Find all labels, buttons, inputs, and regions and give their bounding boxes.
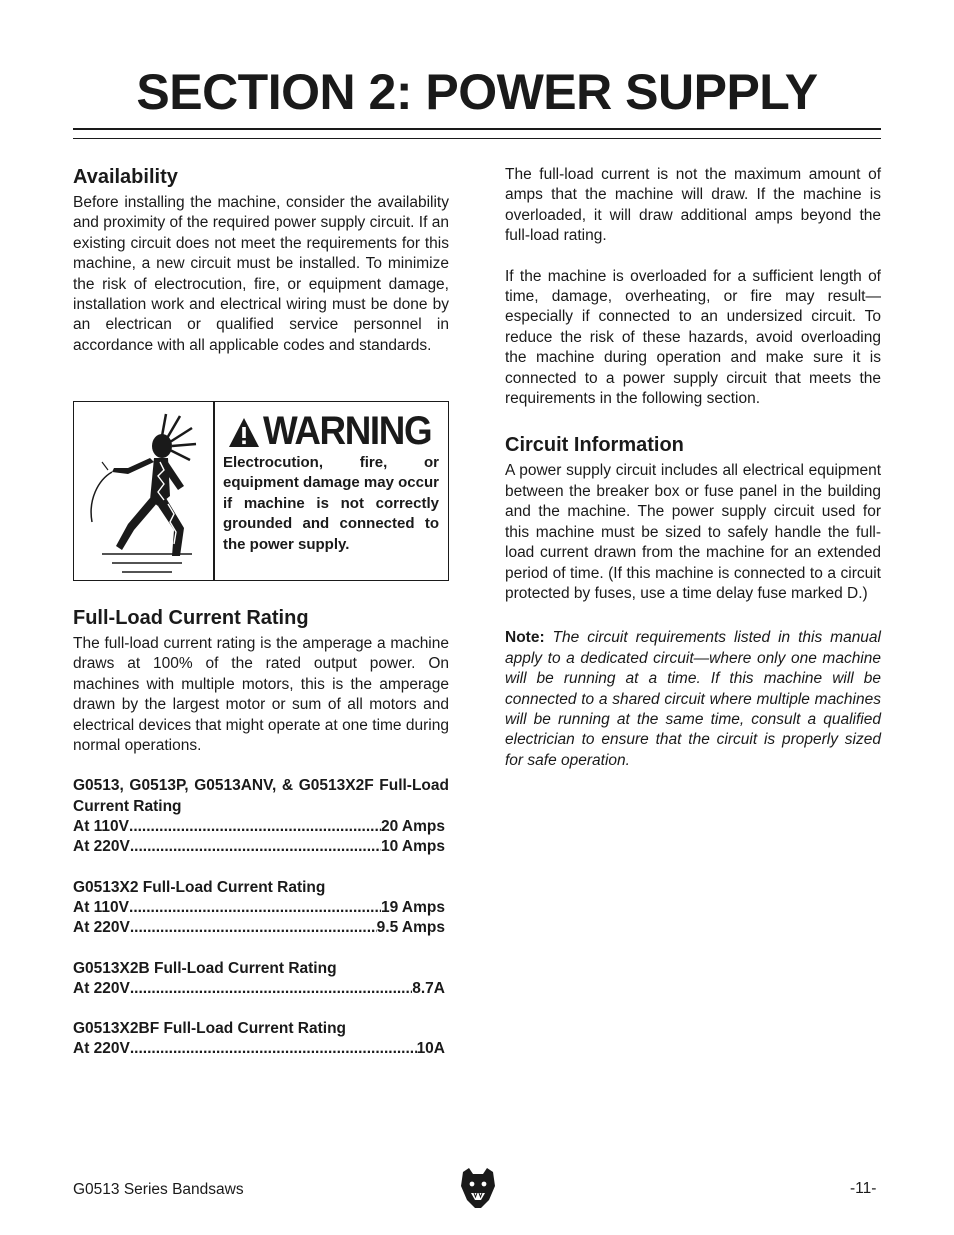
availability-heading: Availability bbox=[73, 166, 178, 188]
rating-block bbox=[73, 1019, 449, 1060]
page-title: SECTION 2: POWER SUPPLY bbox=[136, 64, 818, 120]
rating-label: At 110V bbox=[73, 898, 130, 916]
rating-row bbox=[73, 1039, 445, 1059]
rating-value: 8.7A bbox=[412, 979, 445, 997]
rating-value: 10 Amps bbox=[380, 838, 445, 856]
rating-label: At 110V bbox=[73, 818, 130, 836]
full-load-explanation: The full-load current is not the maximum amount of amps that the machine will draw. If the machine is overloaded, it will draw additional amps beyond the full-load rating. bbox=[505, 166, 881, 245]
availability-section bbox=[73, 165, 449, 356]
rating-model: G0513X2 Full-Load Current Rating bbox=[73, 878, 326, 896]
rating-value: 10A bbox=[416, 1040, 445, 1058]
note-text: The circuit requirements listed in this manual apply to a dedicated circuit—where only one machine will be running at a time. If this machine will be connected to a shared circuit where multiple machines will be running at the same time, consult a qualified electrician to ensure that the circuit is properly sized for safe operation. bbox=[505, 629, 881, 769]
availability-body: Before installing the machine, consider the availability and proximity of the required power supply circuit. If an existing circuit does not meet the requirements for this machine, a new circuit must be installed. To minimize the risk of electrocution, fire, or equipment damage, installation work and electrical wiring must be done by an electrican or qualified service personnel in accordance with all applicable codes and standards. bbox=[73, 194, 449, 354]
rating-row bbox=[73, 898, 445, 918]
rating-block bbox=[73, 776, 449, 857]
rating-block bbox=[73, 959, 449, 1000]
warning-divider bbox=[213, 402, 215, 580]
note-label: Note: bbox=[505, 629, 545, 647]
circuit-information-heading: Circuit Information bbox=[505, 434, 684, 457]
bear-logo-icon bbox=[459, 1166, 497, 1210]
warning-box bbox=[73, 401, 449, 581]
rating-label: At 220V bbox=[73, 838, 130, 856]
electrocution-icon bbox=[88, 410, 206, 574]
rating-label: At 220V bbox=[73, 1040, 130, 1058]
warning-header bbox=[227, 410, 442, 454]
rating-model: G0513X2B Full-Load Current Rating bbox=[73, 959, 337, 977]
warning-word: WARNING bbox=[263, 409, 432, 453]
rating-value: 19 Amps bbox=[380, 898, 445, 916]
warning-text: Electrocution, fire, or equipment damage may occur if machine is not correctly grounded and connected to the power supply. bbox=[223, 454, 439, 553]
page-number: -11- bbox=[850, 1180, 877, 1197]
rating-row bbox=[73, 979, 445, 999]
full-load-body: The full-load current rating is the amperage a machine draws at 100% of the rated output power. On machines with multiple motors, this is the amperage drawn by the largest motor or sum of all motors and electrical devices that might operate at one time during normal operations. bbox=[73, 635, 449, 755]
warning-triangle-icon bbox=[227, 416, 261, 450]
rating-block bbox=[73, 878, 449, 939]
rating-model: G0513, G0513P, G0513ANV, & G0513X2F Full-Load Current Rating bbox=[73, 777, 449, 815]
title-rule-thick bbox=[73, 128, 881, 130]
rating-value: 9.5 Amps bbox=[376, 919, 445, 937]
right-column bbox=[505, 165, 881, 771]
rating-row bbox=[73, 817, 445, 837]
rating-row bbox=[73, 837, 445, 857]
footer-manual-title: G0513 Series Bandsaws bbox=[73, 1181, 244, 1198]
rating-value: 20 Amps bbox=[380, 818, 445, 836]
full-load-section bbox=[73, 606, 449, 1060]
rating-model: G0513X2BF Full-Load Current Rating bbox=[73, 1020, 347, 1038]
rating-label: At 220V bbox=[73, 979, 130, 997]
full-load-heading: Full-Load Current Rating bbox=[73, 607, 309, 629]
rating-label: At 220V bbox=[73, 919, 130, 937]
rating-row bbox=[73, 918, 445, 938]
circuit-note bbox=[505, 628, 881, 771]
circuit-information-body: A power supply circuit includes all electrical equipment between the breaker box or fuse panel in the building and the machine. The power supply circuit used for this machine must be sized to safely handle the full-load current drawn from the machine for an extended period of time. (If this machine is connected to a circuit protected by fuses, use a time delay fuse marked D.) bbox=[505, 462, 881, 602]
overload-warning-paragraph: If the machine is overloaded for a sufficient length of time, damage, overheating, or fire may result—especially if connected to an undersized circuit. To reduce the risk of these hazards, avoid overloading the machine during operation and make sure it is connected to a power supply circuit that meets the requirements in the following section. bbox=[505, 267, 881, 408]
title-rule-thin bbox=[73, 138, 881, 139]
